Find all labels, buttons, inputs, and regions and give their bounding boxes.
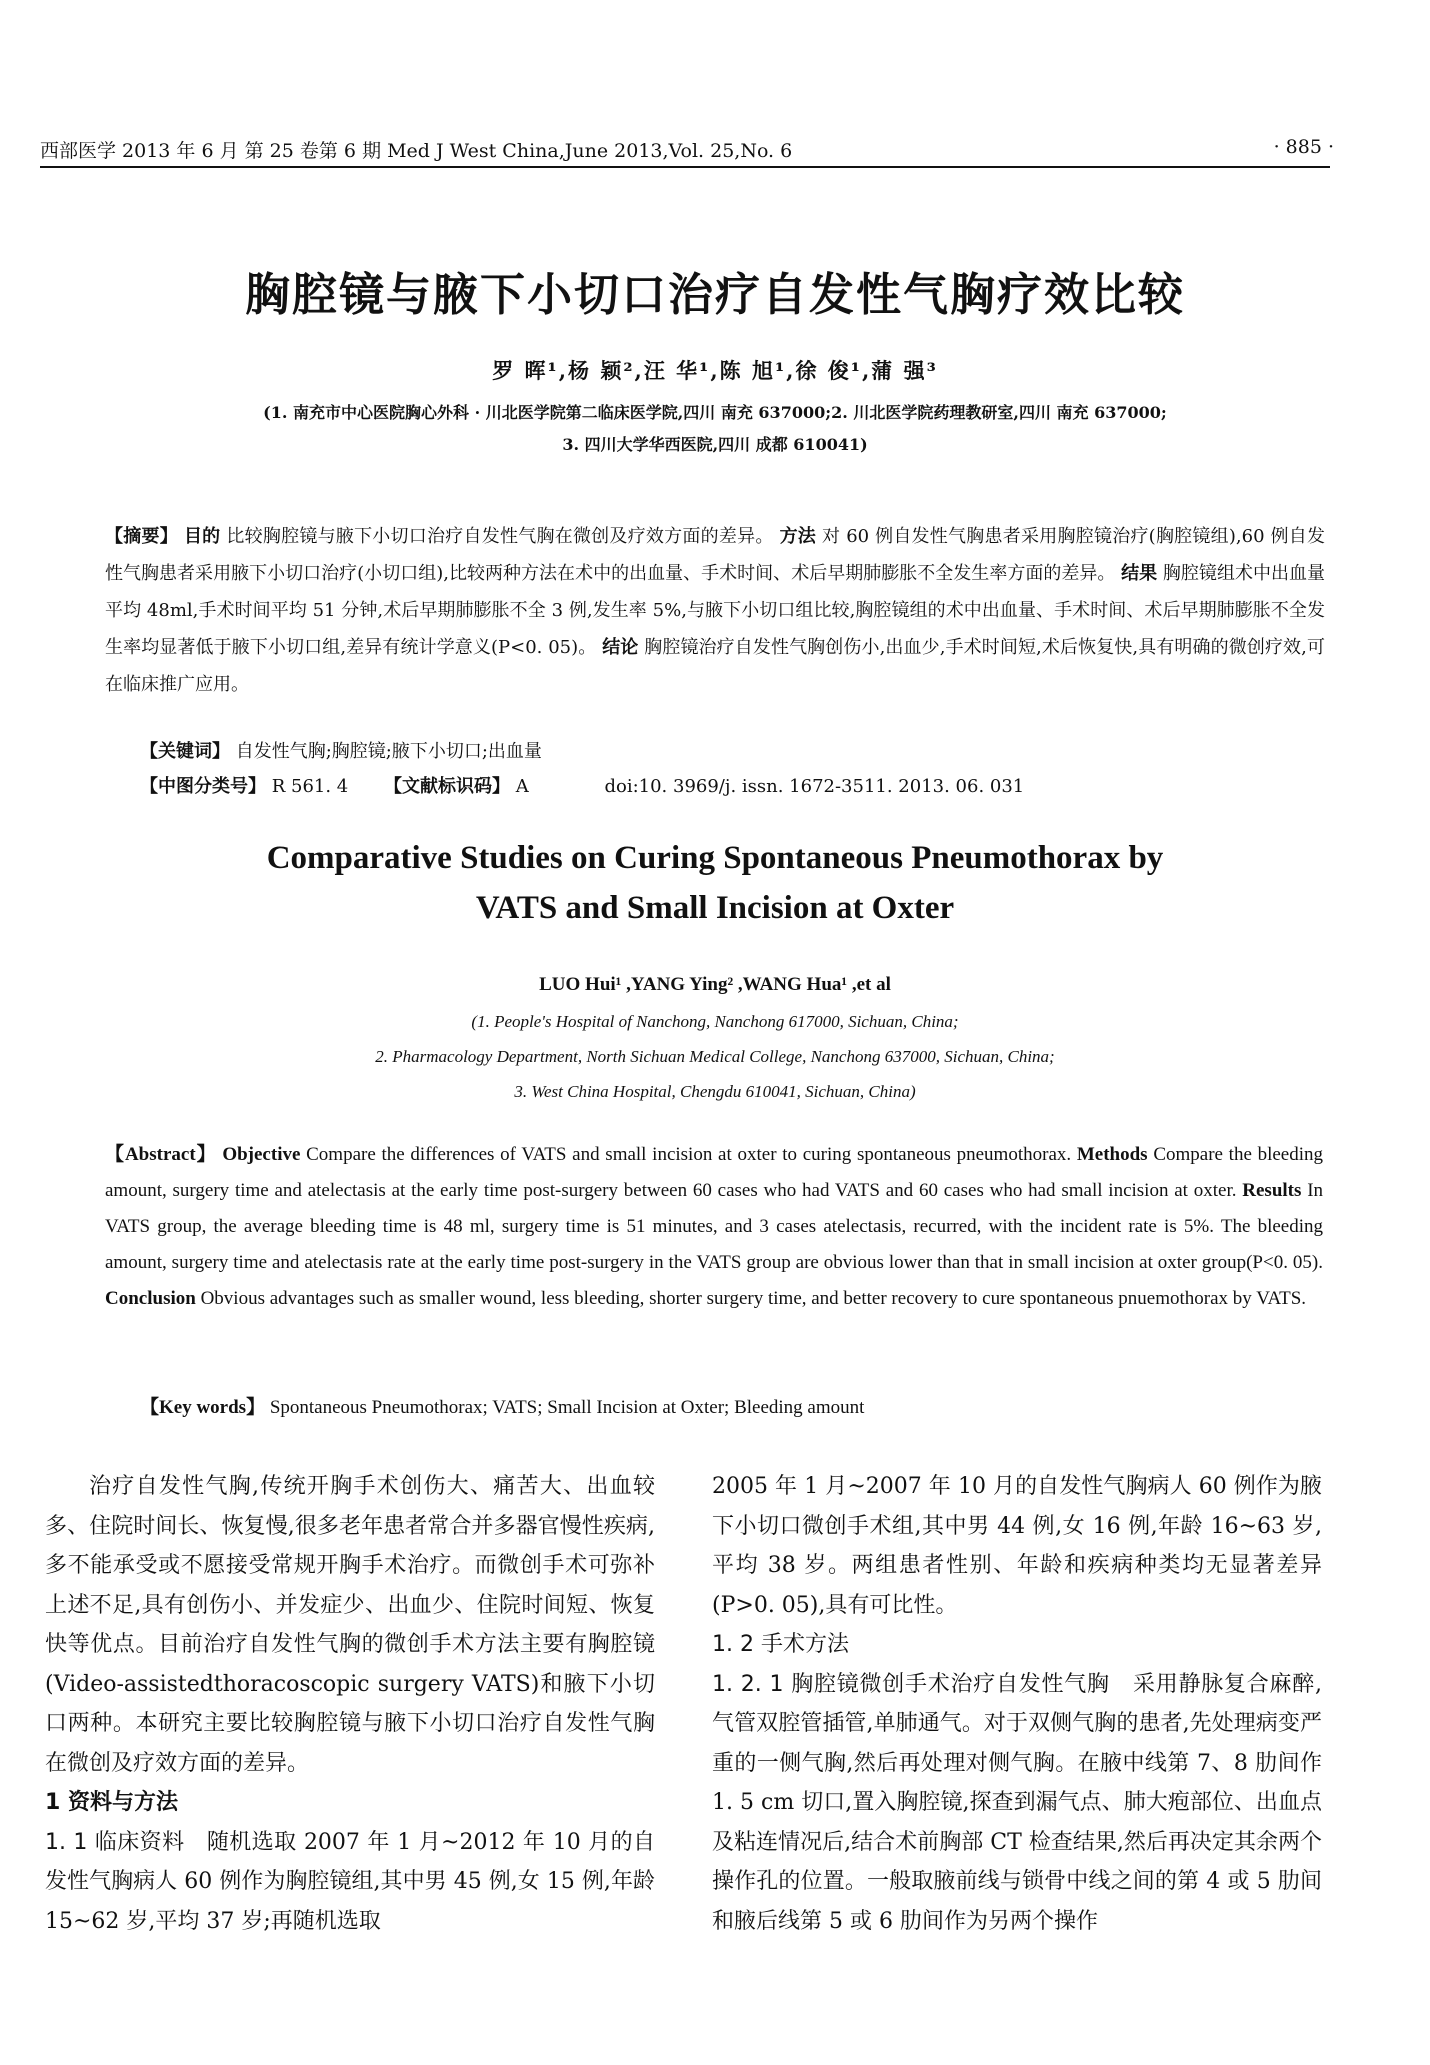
keywords-cn-text: 自发性气胸;胸腔镜;腋下小切口;出血量 bbox=[235, 741, 542, 762]
subsection-1-2-1-label: 1. 2. 1 胸腔镜微创手术治疗自发性气胸 bbox=[712, 1671, 1110, 1697]
conclusion-en-label: Conclusion bbox=[105, 1288, 196, 1309]
subsection-1-2-1 bbox=[712, 1665, 1322, 1942]
abstract-en-label: 【Abstract】 bbox=[105, 1144, 217, 1165]
affiliation-cn-2: 3. 四川大学华西医院,四川 成都 610041) bbox=[562, 435, 868, 454]
affiliation-cn-1: (1. 南充市中心医院胸心外科 · 川北医学院第二临床医学院,四川 南充 637000;2. 川北医学院药理教研室,四川 南充 637000; bbox=[263, 403, 1167, 422]
subsection-1-1-label: 1. 1 临床资料 bbox=[45, 1829, 185, 1855]
page-number: · 885 · bbox=[1273, 136, 1334, 158]
running-header: 西部医学 2013 年 6 月 第 25 卷第 6 期 Med J West China,June 2013,Vol. 25,No. 6 bbox=[40, 140, 793, 162]
header-rule bbox=[40, 166, 1330, 168]
results-cn: 胸腔镜组术中出血量平均 48ml,手术时间平均 51 分钟,术后早期肺膨胀不全 3 例,发生率 5%,与腋下小切口组比较,胸腔镜组的术中出血量、手术时间、术后早期肺膨胀不全发生率均显著低于腋下小切口组,差异有统计学意义(P<0. 05)。 bbox=[105, 563, 1325, 658]
affiliation-en-2: 2. Pharmacology Department, North Sichuan Medical College, Nanchong 637000, Sichuan, China; bbox=[375, 1047, 1055, 1066]
keywords-en-text: Spontaneous Pneumothorax; VATS; Small Incision at Oxter; Bleeding amount bbox=[269, 1397, 865, 1418]
section-heading-1: 1 资料与方法 bbox=[45, 1790, 178, 1815]
clc-value: R 561. 4 bbox=[271, 776, 349, 797]
subsection-1-1-text: 随机选取 2007 年 1 月~2012 年 10 月的自发性气胸病人 60 例作为胸腔镜组,其中男 45 例,女 15 例,年龄 15~62 岁,平均 37 岁;再随机选取 bbox=[45, 1829, 655, 1934]
doc-code-label: 【文献标识码】 bbox=[384, 776, 510, 797]
authors-cn: 罗 晖¹,杨 颖²,汪 华¹,陈 旭¹,徐 俊¹,蒲 强³ bbox=[492, 358, 938, 383]
objective-en: Compare the differences of VATS and small incision at oxter to curing spontaneous pneumothorax. bbox=[306, 1144, 1072, 1165]
methods-cn-label: 方法 bbox=[779, 526, 817, 547]
authors-en: LUO Hui¹ ,YANG Ying² ,WANG Hua¹ ,et al bbox=[539, 974, 891, 995]
title-cn: 胸腔镜与腋下小切口治疗自发性气胸疗效比较 bbox=[244, 268, 1185, 321]
abstract-cn-label: 【摘要】 bbox=[105, 526, 178, 547]
objective-cn: 比较胸腔镜与腋下小切口治疗自发性气胸在微创及疗效方面的差异。 bbox=[226, 526, 774, 547]
subsection-1-2-1-text: 采用静脉复合麻醉,气管双腔管插管,单肺通气。对于双侧气胸的患者,先处理病变严重的一侧气胸,然后再处理对侧气胸。在腋中线第 7、8 肋间作 1. 5 cm 切口,置入胸腔镜,探查到漏气点、肺大疱部位、出血点及粘连情况后,结合术前胸部 CT 检查结果,然后再决定其余两个操作孔的位置。一般取腋前线与锁骨中线之间的第 4 或 5 肋间和腋后线第 5 或 6 肋间作为另两个操作 bbox=[712, 1671, 1323, 1934]
affiliation-en-3: 3. West China Hospital, Chengdu 610041, Sichuan, China) bbox=[514, 1082, 916, 1101]
conclusion-cn: 胸腔镜治疗自发性气胸创伤小,出血少,手术时间短,术后恢复快,具有明确的微创疗效,可在临床推广应用。 bbox=[105, 637, 1325, 695]
subsection-1-1 bbox=[45, 1823, 655, 1942]
continued-paragraph: 2005 年 1 月~2007 年 10 月的自发性气胸病人 60 例作为腋下小切口微创手术组,其中男 44 例,女 16 例,年龄 16~63 岁,平均 38 岁。两组患者性别、年龄和疾病种类均无显著差异(P>0. 05),具有可比性。 bbox=[712, 1474, 1322, 1618]
doc-code-value: A bbox=[515, 776, 529, 797]
affiliation-en-1: (1. People's Hospital of Nanchong, Nanchong 617000, Sichuan, China; bbox=[471, 1012, 959, 1031]
conclusion-cn-label: 结论 bbox=[602, 637, 639, 658]
keywords-cn-label: 【关键词】 bbox=[140, 741, 230, 762]
methods-cn: 对 60 例自发性气胸患者采用胸腔镜治疗(胸腔镜组),60 例自发性气胸患者采用腋下小切口治疗(小切口组),比较两种方法在术中的出血量、手术时间、术后早期肺膨胀不全发生率方面的差异。 bbox=[105, 526, 1325, 584]
results-cn-label: 结果 bbox=[1121, 563, 1158, 584]
intro-paragraph: 治疗自发性气胸,传统开胸手术创伤大、痛苦大、出血较多、住院时间长、恢复慢,很多老年患者常合并多器官慢性疾病,多不能承受或不愿接受常规开胸手术治疗。而微创手术可弥补上述不足,具有创伤小、并发症少、出血少、住院时间短、恢复快等优点。目前治疗自发性气胸的微创手术方法主要有胸腔镜(Video-assistedthoracoscopic surgery VATS)和腋下小切口两种。本研究主要比较胸腔镜与腋下小切口治疗自发性气胸在微创及疗效方面的差异。 bbox=[45, 1474, 655, 1776]
methods-en-label: Methods bbox=[1076, 1144, 1148, 1165]
classification-line bbox=[140, 772, 1320, 802]
results-en-label: Results bbox=[1242, 1180, 1302, 1201]
keywords-en bbox=[140, 1392, 1320, 1419]
keywords-en-label: 【Key words】 bbox=[140, 1397, 266, 1418]
objective-cn-label: 目的 bbox=[183, 526, 221, 547]
doi: doi:10. 3969/j. issn. 1672-3511. 2013. 06. 031 bbox=[604, 776, 1025, 797]
abstract-cn bbox=[105, 518, 1325, 703]
body-column-right bbox=[712, 1467, 1322, 1941]
objective-en-label: Objective bbox=[222, 1144, 301, 1165]
title-en-line-1: Comparative Studies on Curing Spontaneous Pneumothorax by bbox=[266, 840, 1164, 876]
subsection-1-2: 1. 2 手术方法 bbox=[712, 1632, 849, 1657]
clc-label: 【中图分类号】 bbox=[140, 776, 266, 797]
conclusion-en: Obvious advantages such as smaller wound, less bleeding, shorter surgery time, and better recovery to cure spontaneous pnuemothorax by VATS. bbox=[200, 1288, 1307, 1309]
body-column-left bbox=[45, 1467, 655, 1941]
title-en-line-2: VATS and Small Incision at Oxter bbox=[475, 890, 955, 926]
methods-en: Compare the bleeding amount, surgery time and atelectasis at the early time post-surgery between 60 cases who had VATS and 60 cases who had small incision at oxter. bbox=[105, 1144, 1324, 1201]
abstract-en bbox=[105, 1137, 1323, 1317]
results-en: In VATS group, the average bleeding time is 48 ml, surgery time is 51 minutes, and 3 cases atelectasis, recurred, with the incident rate is 5%. The bleeding amount, surgery time and atelectasis rate at the early time post-surgery in the VATS group are obvious lower than that in small incision at oxter group(P<0. 05). bbox=[105, 1180, 1324, 1273]
keywords-cn bbox=[140, 737, 1320, 767]
